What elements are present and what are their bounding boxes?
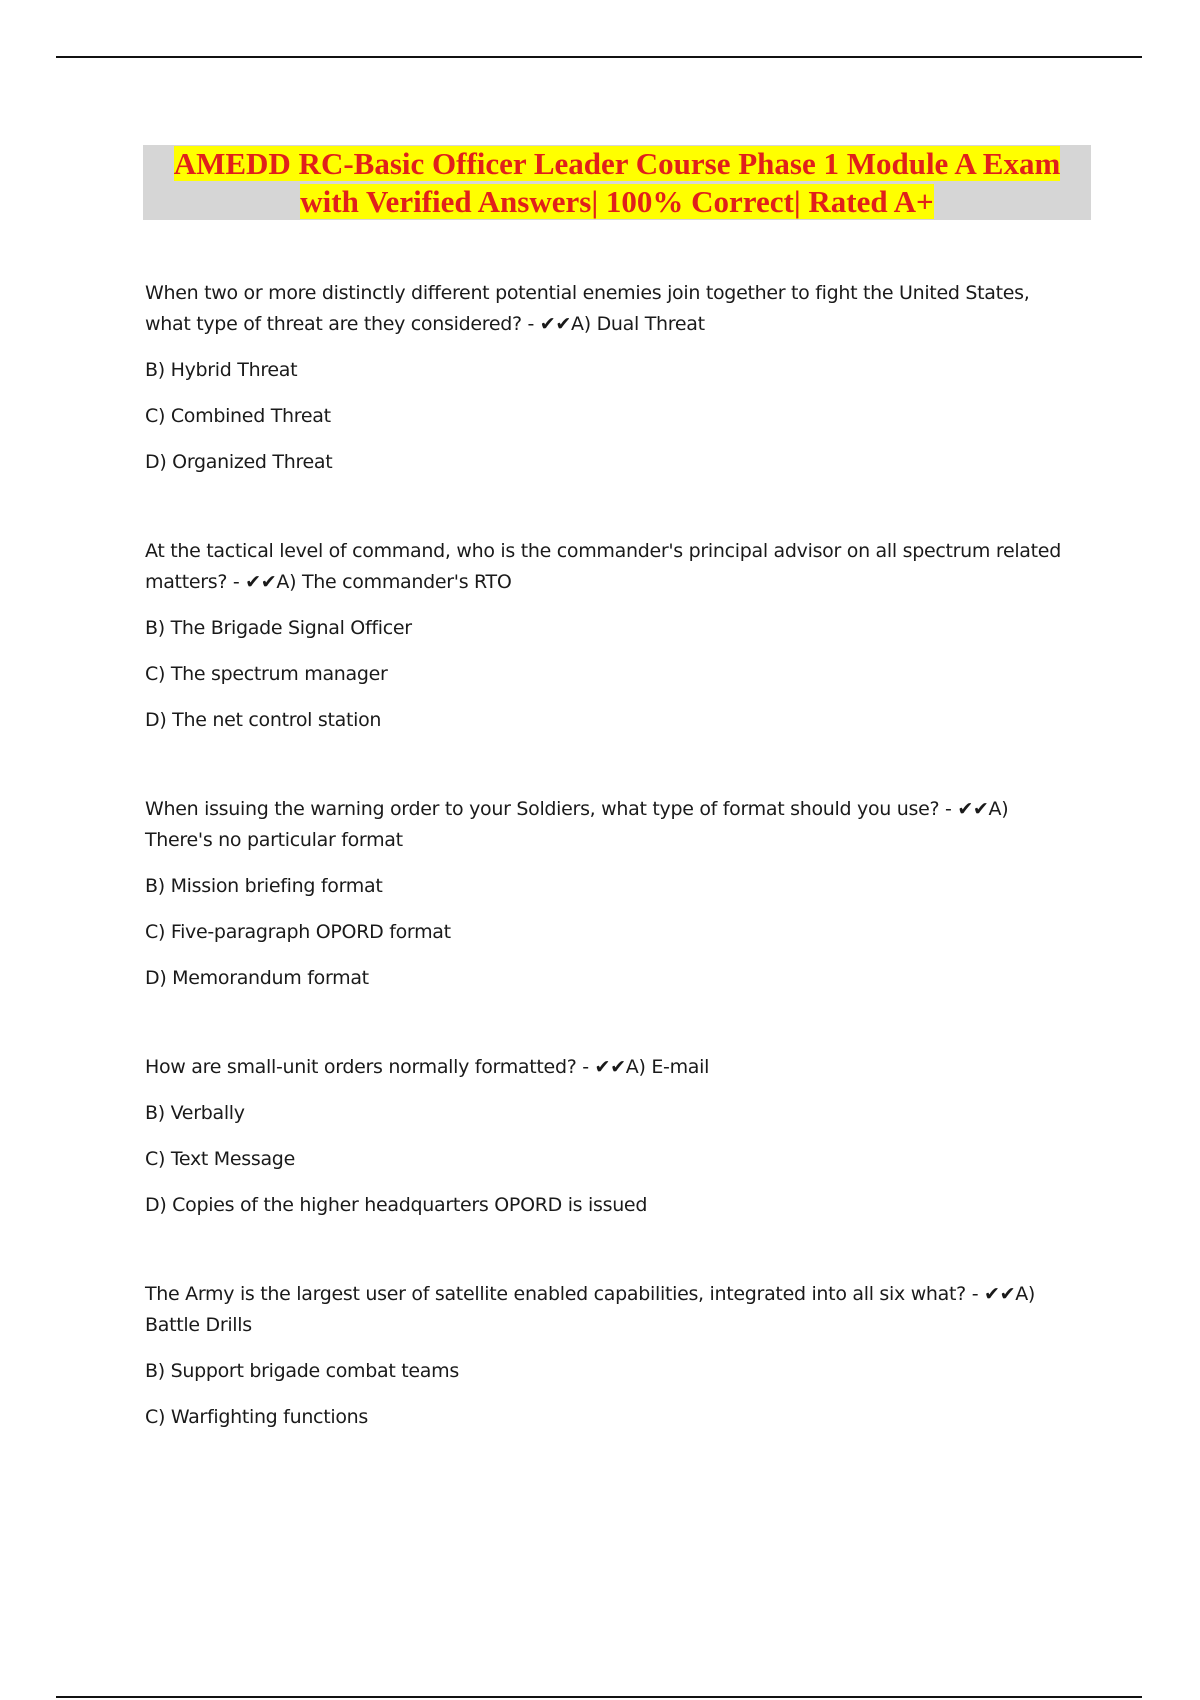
answer-option: C) Five-paragraph OPORD format [145, 921, 451, 943]
answer-option: D) The net control station [145, 709, 382, 731]
question-block [145, 794, 1075, 994]
title-line-1: AMEDD RC-Basic Officer Leader Course Phase 1 Module A Exam [173, 146, 1061, 181]
question-text: When two or more distinctly different potential enemies join together to fight the United States, what type of threat are they considered? - ✔✔A) Dual Threat [145, 282, 1030, 335]
question-list [145, 278, 1075, 1491]
question-text: The Army is the largest user of satellite enabled capabilities, integrated into all six what? - ✔✔A) Battle Drills [145, 1283, 1036, 1336]
answer-option: B) The Brigade Signal Officer [145, 617, 412, 639]
question-text: When issuing the warning order to your Soldiers, what type of format should you use? - ✔✔A) There's no particular format [145, 798, 1009, 851]
answer-option: C) The spectrum manager [145, 663, 388, 685]
title-line-2: with Verified Answers| 100% Correct| Rated A+ [300, 184, 934, 219]
question-block [145, 278, 1075, 478]
document-title [143, 145, 1091, 220]
header-rule [56, 56, 1142, 58]
question-block [145, 536, 1075, 736]
answer-option: C) Combined Threat [145, 405, 331, 427]
question-block [145, 1279, 1075, 1433]
answer-option: C) Text Message [145, 1148, 295, 1170]
answer-option: D) Copies of the higher headquarters OPORD is issued [145, 1194, 648, 1216]
question-text: How are small-unit orders normally formatted? - ✔✔A) E-mail [145, 1056, 710, 1078]
question-text: At the tactical level of command, who is the commander's principal advisor on all spectrum related matters? - ✔✔A) The commander's RTO [145, 540, 1061, 593]
answer-option: B) Support brigade combat teams [145, 1360, 459, 1382]
answer-option: B) Mission briefing format [145, 875, 383, 897]
answer-option: B) Verbally [145, 1102, 245, 1124]
answer-option: C) Warfighting functions [145, 1406, 368, 1428]
answer-option: D) Memorandum format [145, 967, 369, 989]
question-block [145, 1052, 1075, 1221]
footer-rule [56, 1696, 1142, 1698]
answer-option: B) Hybrid Threat [145, 359, 298, 381]
answer-option: D) Organized Threat [145, 451, 333, 473]
